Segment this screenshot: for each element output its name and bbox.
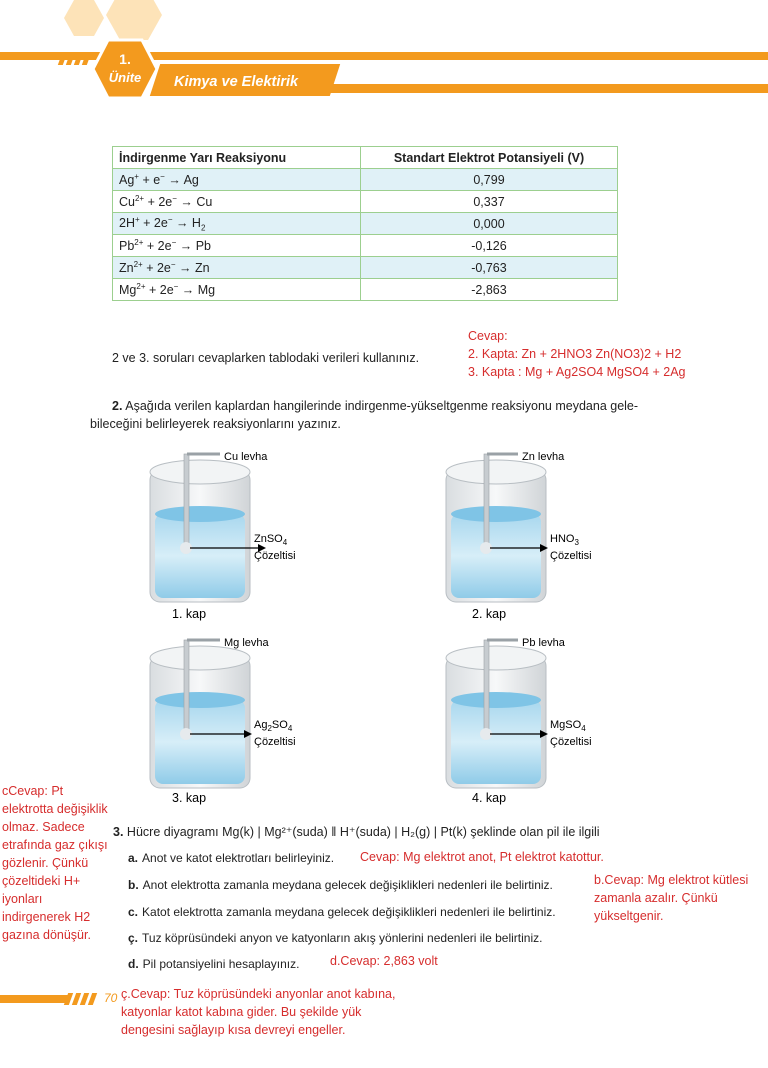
solution-label: MgSO$_4$ bbox=[550, 719, 586, 733]
table-row bbox=[113, 279, 618, 301]
question-number: 3. bbox=[113, 825, 124, 839]
subquestion-a: a. Anot ve katot elektrotları belirleyiniz. bbox=[128, 851, 335, 865]
unit-title-banner bbox=[150, 64, 340, 96]
electrode bbox=[184, 640, 189, 734]
reaction-cell: $Cu^{2+} + 2e^- \to Cu$ bbox=[113, 191, 361, 213]
question-3 bbox=[113, 824, 600, 839]
value-cell: 0,799 bbox=[361, 169, 618, 191]
value-cell: -0,763 bbox=[361, 257, 618, 279]
answer-line: etrafında gaz çıkışı bbox=[2, 838, 108, 852]
answer-line: iyonları bbox=[2, 892, 43, 906]
answer-line: cCevap: Pt bbox=[2, 784, 64, 798]
value-cell: -0,126 bbox=[361, 235, 618, 257]
header-bar-right bbox=[330, 84, 768, 93]
unit-number: 1. bbox=[119, 51, 131, 67]
reaction-cell: Ag+ + e− → Ag bbox=[113, 169, 361, 191]
subquestion-cc: ç. Tuz köprüsündeki anyon ve katyonların akış yönlerini nedenleri ile belirtiniz. bbox=[128, 931, 543, 945]
header-stripes bbox=[60, 52, 92, 70]
beaker-caption: 2. kap bbox=[472, 607, 507, 621]
footer-stripes bbox=[66, 992, 98, 1010]
solution-word: Çözeltisi bbox=[550, 550, 592, 562]
answer-b: b.Cevap: Mg elektrot kütlesi zamanla azalır. Çünkü yükseltgenir. bbox=[594, 873, 749, 923]
answer-line: gazına dönüşür. bbox=[2, 928, 91, 942]
beaker-4 bbox=[436, 632, 676, 812]
solution-label: ZnSO$_4$ bbox=[254, 533, 288, 547]
answer-line: olmaz. Sadece bbox=[2, 820, 85, 834]
answer-line: çözeltideki H+ bbox=[2, 874, 81, 888]
answer-line: elektrotta değişiklik bbox=[2, 802, 108, 816]
answer-cc: ç.Cevap: Tuz köprüsündeki anyonlar anot kabına, katyonlar katot kabına gider. Bu şekilde yük dengesini sağlayıp kısa devreyi engeller. bbox=[121, 987, 396, 1037]
footer-bar bbox=[0, 995, 68, 1003]
reaction-cell: $2H^+ + 2e^- \to H_2$ bbox=[113, 213, 361, 235]
reaction-cell: $Pb^{2+} + 2e^- \to Pb$ bbox=[113, 235, 361, 257]
beaker-1 bbox=[140, 446, 450, 626]
table-row bbox=[113, 191, 618, 213]
table-row bbox=[113, 213, 618, 235]
value-cell: 0,337 bbox=[361, 191, 618, 213]
question-text: Aşağıda verilen kaplardan hangilerinde indirgenme-yükseltgenme reaksiyonu meydana gele- bbox=[125, 399, 639, 413]
electrode bbox=[484, 454, 489, 548]
table-row bbox=[113, 235, 618, 257]
subquestion-c: c. Katot elektrotta zamanla meydana gelecek değişiklikleri nedenleri ile belirtiniz. bbox=[128, 905, 556, 919]
beaker-3 bbox=[140, 632, 450, 812]
solution-word: Çözeltisi bbox=[254, 550, 296, 562]
answer-line: gözlenir. Çünkü bbox=[2, 856, 89, 870]
electrode bbox=[484, 640, 489, 734]
beaker-2 bbox=[436, 446, 676, 626]
electrode-label: Pb levha bbox=[522, 637, 565, 649]
electrode bbox=[184, 454, 189, 548]
answer-d: d.Cevap: 2,863 volt bbox=[330, 954, 438, 968]
answer-line: 3. Kapta : Mg + Ag2SO4 MgSO4 + 2Ag bbox=[468, 365, 686, 379]
table-header: Standart Elektrot Potansiyeli (V) bbox=[361, 147, 618, 169]
beaker-caption: 3. kap bbox=[172, 791, 207, 805]
unit-badge bbox=[92, 38, 158, 100]
solution-word: Çözeltisi bbox=[254, 736, 296, 748]
electrode-label: Zn levha bbox=[522, 451, 565, 463]
answer-line: 2. Kapta: Zn + 2HNO3 Zn(NO3)2 + H2 bbox=[468, 347, 682, 361]
electrode-label: Mg levha bbox=[224, 637, 269, 649]
answer-line: indirgenerek H2 bbox=[2, 910, 91, 924]
subquestion-d: d. Pil potansiyelini hesaplayınız. bbox=[128, 957, 300, 971]
hexagon-decoration bbox=[106, 0, 162, 40]
unit-word: Ünite bbox=[108, 70, 142, 85]
question-2 bbox=[112, 396, 692, 417]
answer-top bbox=[468, 327, 686, 381]
question-2-cont: bileceğini belirleyerek reaksiyonlarını yazınız. bbox=[90, 417, 341, 431]
table-row bbox=[113, 257, 618, 279]
reaction-cell: $Mg^{2+} + 2e^- \to Mg$ bbox=[113, 279, 361, 301]
question-text: Hücre diyagramı Mg(k) | Mg²⁺(suda) ‖ H⁺(suda) | H₂(g) | Pt(k) şeklinde olan pil ile ilgili bbox=[126, 825, 600, 839]
subquestion-b: b. Anot elektrotta zamanla meydana gelecek değişiklikleri nedenleri ile belirtiniz. bbox=[128, 878, 553, 892]
beaker-caption: 4. kap bbox=[472, 791, 507, 805]
unit-title: Kimya ve Elektirik bbox=[173, 74, 299, 90]
beaker-caption: 1. kap bbox=[172, 607, 207, 621]
table-row bbox=[113, 169, 618, 191]
electrode-label: Cu levha bbox=[224, 451, 268, 463]
answer-a: Cevap: Mg elektrot anot, Pt elektrot katottur. bbox=[360, 850, 604, 864]
answer-line: Cevap: bbox=[468, 329, 508, 343]
table-header: İndirgenme Yarı Reaksiyonu bbox=[113, 147, 361, 169]
answer-c bbox=[2, 782, 114, 944]
solution-label: $Ag_2SO_4$ bbox=[254, 719, 293, 733]
page-number: 70 bbox=[104, 991, 118, 1005]
instruction-text: 2 ve 3. soruları cevaplarken tablodaki verileri kullanınız. bbox=[112, 351, 420, 365]
hexagon-decoration bbox=[64, 0, 104, 36]
reaction-cell: $Zn^{2+} + 2e^- \to Zn$ bbox=[113, 257, 361, 279]
value-cell: 0,000 bbox=[361, 213, 618, 235]
potential-table bbox=[112, 146, 618, 301]
solution-word: Çözeltisi bbox=[550, 736, 592, 748]
value-cell: -2,863 bbox=[361, 279, 618, 301]
solution-label: $HNO_3$ bbox=[550, 533, 579, 547]
question-number: 2. bbox=[112, 399, 123, 413]
